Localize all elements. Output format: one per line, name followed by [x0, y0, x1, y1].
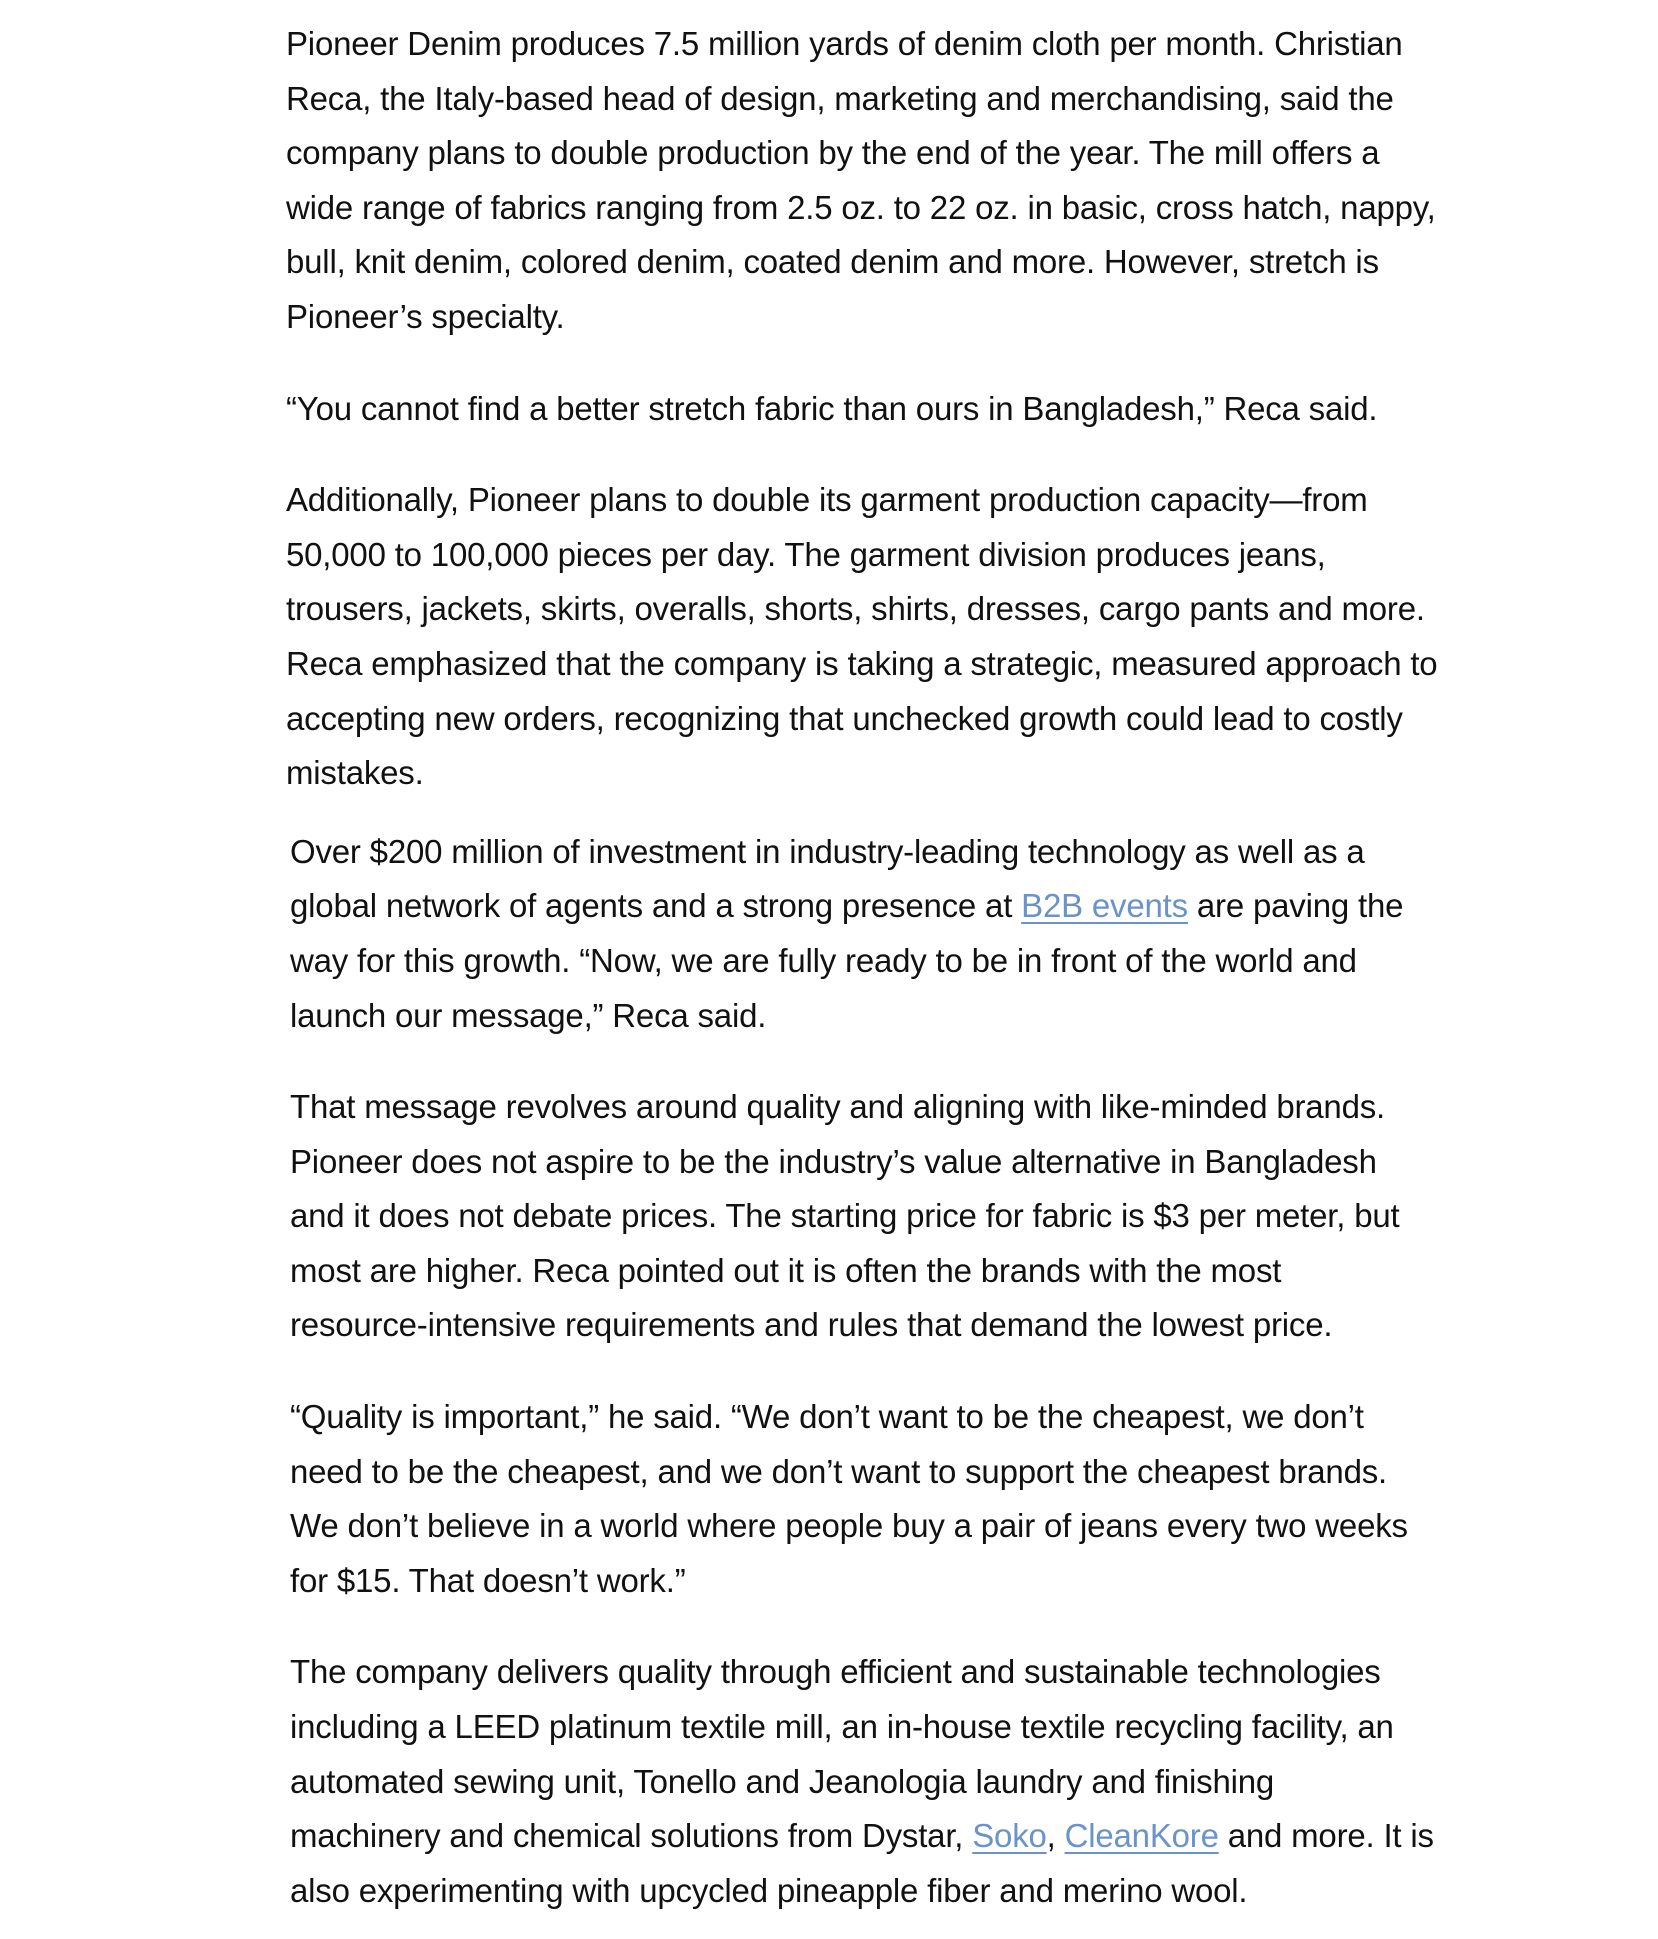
article-link[interactable]: CleanKore: [1064, 1817, 1219, 1855]
article-paragraph: [290, 825, 1658, 1043]
paragraph-text: including a LEED platinum textile mill, an in-house textile recycling facility, an: [290, 1708, 1394, 1746]
paragraph-text: machinery and chemical solutions from Dystar,: [290, 1817, 973, 1855]
paragraph-text: Reca, the Italy-based head of design, marketing and merchandising, said the: [286, 79, 1394, 117]
paragraph-text: way for this growth. “Now, we are fully ready to be in front of the world and: [290, 941, 1357, 979]
paragraph-text: also experimenting with upcycled pineapple fiber and merino wool.: [290, 1871, 1248, 1909]
article-paragraph: [290, 1080, 1658, 1353]
article-paragraph: [286, 473, 1658, 801]
paragraph-text: wide range of fabrics ranging from 2.5 oz. to 22 oz. in basic, cross hatch, nappy,: [286, 188, 1436, 226]
article-paragraph: [290, 1645, 1658, 1918]
paragraph-text: Reca emphasized that the company is taking a strategic, measured approach to: [286, 644, 1438, 682]
article-link[interactable]: B2B events: [1021, 887, 1188, 925]
paragraph-text: automated sewing unit, Tonello and Jeanologia laundry and finishing: [290, 1762, 1275, 1800]
paragraph-text: That message revolves around quality and aligning with like-minded brands.: [290, 1088, 1385, 1126]
paragraph-text: are paving the: [1187, 887, 1404, 925]
paragraph-text: launch our message,” Reca said.: [290, 996, 767, 1034]
article-paragraph: [290, 1390, 1658, 1608]
paragraph-text: most are higher. Reca pointed out it is often the brands with the most: [290, 1251, 1282, 1289]
paragraph-text: Pioneer’s specialty.: [286, 297, 565, 335]
article-paragraph: [286, 382, 1658, 437]
paragraph-text: trousers, jackets, skirts, overalls, shorts, shirts, dresses, cargo pants and more.: [286, 590, 1425, 628]
paragraph-text: ,: [1046, 1817, 1065, 1855]
paragraph-text: Over $200 million of investment in industry-leading technology as well as a: [290, 832, 1365, 870]
article-paragraph: [286, 17, 1658, 345]
paragraph-text: and it does not debate prices. The starting price for fabric is $3 per meter, but: [290, 1197, 1400, 1235]
paragraph-text: and more. It is: [1218, 1817, 1434, 1855]
paragraph-text: accepting new orders, recognizing that unchecked growth could lead to costly: [286, 699, 1403, 737]
paragraph-text: “You cannot find a better stretch fabric than ours in Bangladesh,” Reca said.: [286, 389, 1378, 427]
paragraph-text: for $15. That doesn’t work.”: [290, 1561, 686, 1599]
paragraph-text: Pioneer does not aspire to be the industry’s value alternative in Bangladesh: [290, 1142, 1377, 1180]
paragraph-text: company plans to double production by the end of the year. The mill offers a: [286, 134, 1380, 172]
paragraph-text: “Quality is important,” he said. “We don’t want to be the cheapest, we don’t: [290, 1398, 1364, 1436]
paragraph-text: We don’t believe in a world where people buy a pair of jeans every two weeks: [290, 1507, 1408, 1545]
paragraph-text: global network of agents and a strong presence at: [290, 887, 1022, 925]
paragraph-text: mistakes.: [286, 754, 424, 792]
paragraph-text: need to be the cheapest, and we don’t want to support the cheapest brands.: [290, 1452, 1387, 1490]
paragraph-text: 50,000 to 100,000 pieces per day. The garment division produces jeans,: [286, 535, 1326, 573]
article-link[interactable]: Soko: [972, 1817, 1047, 1855]
paragraph-text: Additionally, Pioneer plans to double its garment production capacity—from: [286, 481, 1368, 519]
paragraph-text: resource-intensive requirements and rules that demand the lowest price.: [290, 1306, 1333, 1344]
paragraph-text: Pioneer Denim produces 7.5 million yards of denim cloth per month. Christian: [286, 25, 1403, 62]
paragraph-text: The company delivers quality through efficient and sustainable technologies: [290, 1653, 1381, 1691]
paragraph-text: bull, knit denim, colored denim, coated denim and more. However, stretch is: [286, 243, 1379, 281]
